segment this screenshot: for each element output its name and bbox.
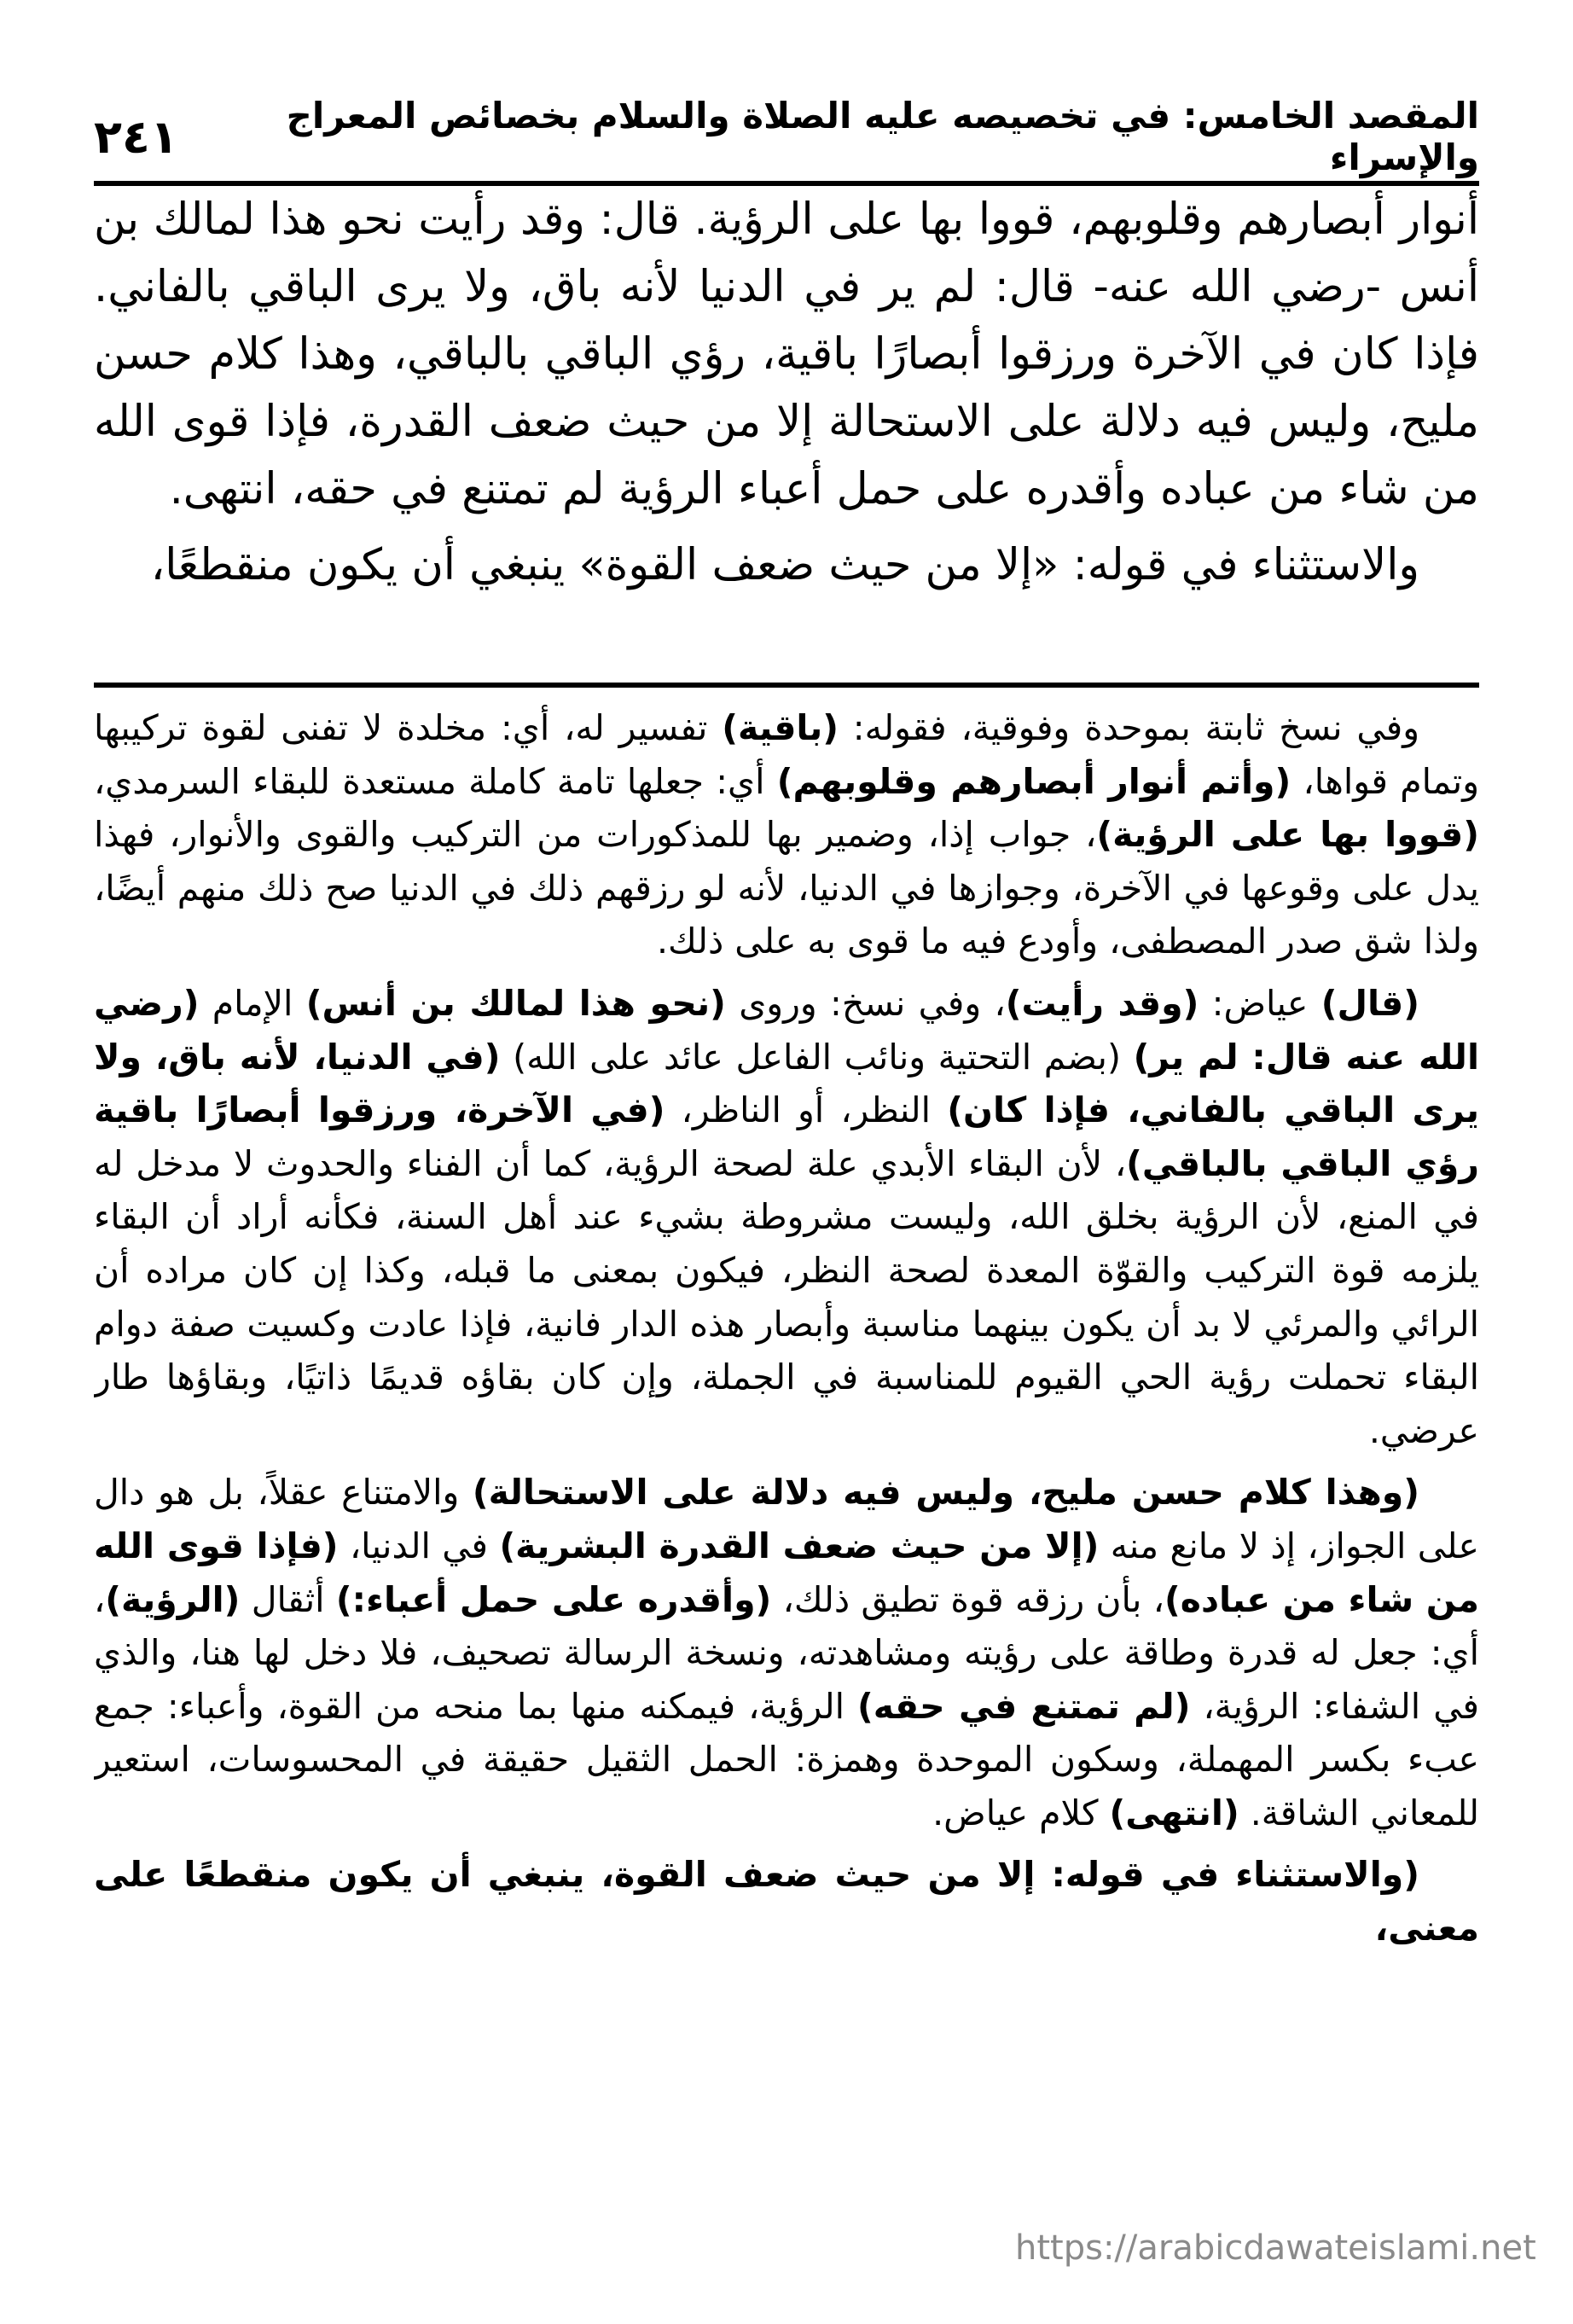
- commentary-paragraph: [94, 701, 1479, 968]
- quoted-text: (وهذا كلام حسن مليح، وليس فيه دلالة على الاستحالة): [472, 1472, 1419, 1514]
- quoted-text: (فإذا قوى الله من شاء من عباده): [94, 1525, 1479, 1620]
- quoted-text: (انتهى): [1109, 1792, 1239, 1833]
- commentary-text: ، لأن البقاء الأبدي علة لصحة الرؤية، كما أن الفناء والحدوث لا مدخل له في المنع، لأن الرؤية بخلق الله، وليست مشروطة بشيء عند أهل السنة، فكأنه أراد أن البقاء يلزمه قوة التركيب والقوّة المعدة لصحة النظر، فيكون بمعنى ما قبله، وكذا إن كان مراده أن الرائي والمرئي لا بد أن يكون بينهما مناسبة وأبصار هذه الدار فانية، فإذا عادت وكسيت صفة دوام البقاء تحملت رؤية الحي القيوم للمناسبة في الجملة، وإن كان بقاؤه قديمًا ذاتيًا، وبقاؤها طار عرضي.: [94, 1142, 1479, 1451]
- quoted-text: (الرؤية): [105, 1578, 241, 1620]
- commentary-text: وفي نسخ ثابتة بموحدة وفوقية، فقوله:: [838, 707, 1419, 748]
- quoted-text: (إلا من حيث ضعف القدرة البشرية): [499, 1525, 1100, 1566]
- commentary-paragraph: (والاستثناء في قوله: إلا من حيث ضعف القوة، ينبغي أن يكون منقطعًا على معنى،: [94, 1854, 1479, 1949]
- quoted-text: (في الآخرة، ورزقوا أبصارًا باقية رؤي الباقي بالباقي): [94, 1089, 1479, 1184]
- commentary-text: ، جواب إذا، وضمير بها للمذكورات من التركيب والقوى والأنوار، فهذا يدل على وقوعها في الآخرة، وجوازها في الدنيا، لأنه لو رزقهم ذلك في الدنيا صح ذلك منهم أيضًا، ولذا شق صدر المصطفى، وأودع فيه ما قوى به على ذلك.: [94, 814, 1479, 962]
- quoted-text: (وأقدره على حمل أعباء:): [335, 1578, 772, 1620]
- commentary-paragraph: [94, 977, 1479, 1457]
- commentary-text: أثقال: [240, 1578, 336, 1620]
- quoted-text: (وقد رأيت): [1005, 982, 1199, 1024]
- commentary-text: أي: جعلها تامة كاملة مستعدة للبقاء السرمدي،: [94, 760, 777, 802]
- commentary-text: الإمام: [199, 982, 306, 1024]
- main-text: [94, 186, 1479, 672]
- quoted-text: (قووا بها على الرؤية): [1096, 814, 1479, 856]
- commentary-text: ، وفي نسخ: وروى: [725, 982, 1006, 1024]
- main-paragraph: والاستثناء في قوله: «إلا من حيث ضعف القوة» ينبغي أن يكون منقطعًا،: [150, 540, 1419, 590]
- running-header: [94, 95, 1479, 178]
- commentary-text: تفسير له، أي: مخلدة لا تفنى لقوة تركيبها وتمام قواها،: [94, 707, 1479, 802]
- page-number: ٢٤١: [94, 109, 178, 164]
- source-watermark: https://arabicdawateislami.net: [1015, 2228, 1536, 2268]
- main-paragraph: أنوار أبصارهم وقلوبهم، قووا بها على الرؤية. قال: وقد رأيت نحو هذا لمالك بن أنس -رضي الله عنه- قال: لم ير في الدنيا لأنه باق، ولا يرى الباقي بالفاني. فإذا كان في الآخرة ورزقوا أبصارًا باقية، رؤي الباقي بالباقي، وهذا كلام حسن مليح، وليس فيه دلالة على الاستحالة إلا من حيث ضعف القدرة، فإذا قوى الله من شاء من عباده وأقدره على حمل أعباء الرؤية لم تمتنع في حقه، انتهى.: [94, 195, 1479, 514]
- commentary-text: عياض:: [1199, 982, 1321, 1024]
- quoted-text: (نحو هذا لمالك بن أنس): [305, 982, 726, 1024]
- quoted-text: (وأتم أنوار أبصارهم وقلوبهم): [776, 760, 1291, 802]
- quoted-text: (قال): [1321, 982, 1419, 1024]
- commentary-text: والامتناع عقلاً، بل هو دال على الجواز، إذ لا مانع منه: [94, 1472, 1479, 1566]
- quoted-text: (في الدنيا، لأنه باق، ولا يرى الباقي بالفاني، فإذا كان): [94, 1036, 1479, 1131]
- commentary: [94, 701, 1479, 2264]
- commentary-paragraph: [94, 1466, 1479, 1839]
- commentary-text: في الدنيا،: [338, 1525, 500, 1566]
- chapter-title: المقصد الخامس: في تخصيصه عليه الصلاة والسلام بخصائص المعراج والإسراء: [286, 95, 1479, 178]
- footnote-divider: [94, 683, 1479, 688]
- commentary-text: ، بأن رزقه قوة تطيق ذلك،: [771, 1578, 1164, 1620]
- commentary-text: كلام عياض.: [932, 1792, 1110, 1833]
- commentary-text: (بضم التحتية ونائب الفاعل عائد على الله): [500, 1036, 1134, 1078]
- commentary-text: النظر، أو الناظر،: [665, 1089, 948, 1131]
- commentary-text: ، أي: جعل له قدرة وطاقة على رؤيته ومشاهدته، ونسخة الرسالة تصحيف، فلا دخل لها هنا، والذي في الشفاء: الرؤية،: [94, 1578, 1479, 1727]
- quoted-text: (رضي الله عنه قال: لم ير): [94, 982, 1479, 1078]
- quoted-text: (باقية): [722, 707, 839, 748]
- quoted-text: (لم تمتنع في حقه): [857, 1685, 1191, 1727]
- commentary-text: الرؤية، فيمكنه منها بما منحه من القوة، وأعباء: جمع عبء بكسر المهملة، وسكون الموحدة وهمزة: الحمل الثقيل حقيقة في المحسوسات، استعير للمعاني الشاقة.: [94, 1685, 1479, 1833]
